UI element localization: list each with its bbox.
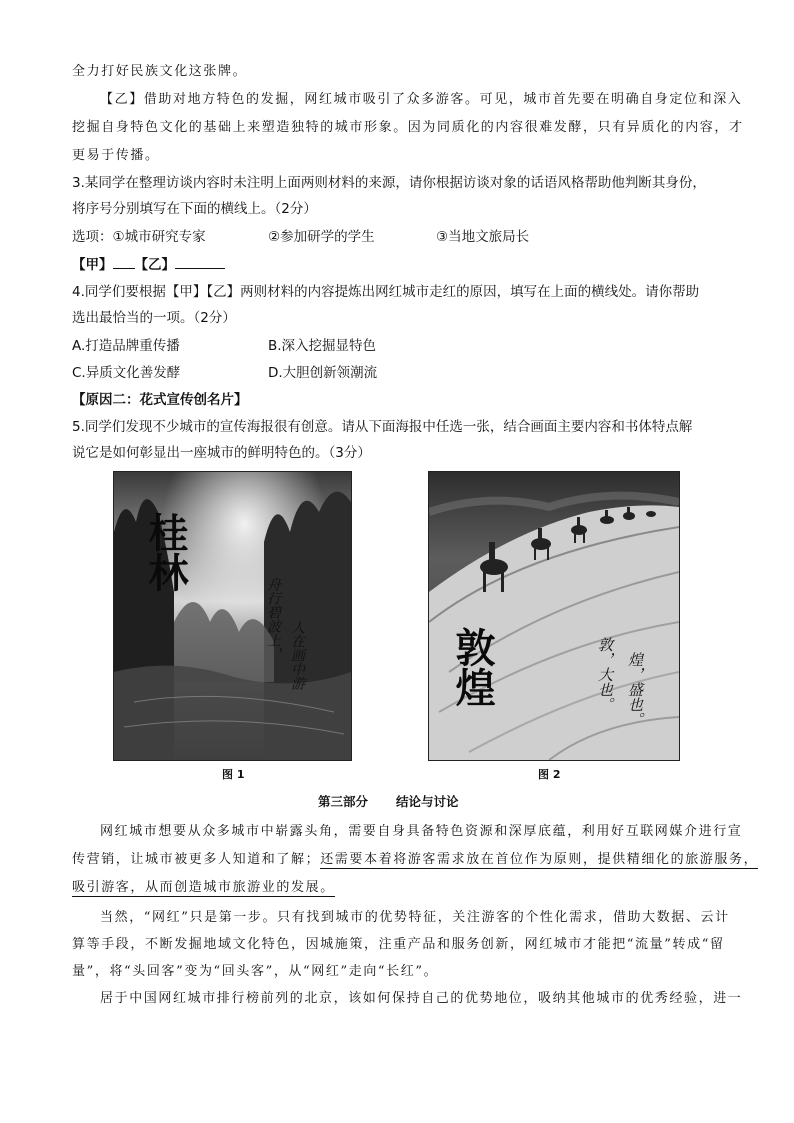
answer-label-yi: 【乙】	[134, 257, 175, 273]
guilin-title-char: 林	[142, 552, 189, 592]
poster-guilin-image	[113, 471, 352, 761]
guilin-poem-line-1: 舟行碧波上，	[265, 577, 281, 661]
text-line: 全力打好民族文化这张牌。	[72, 64, 248, 79]
paragraph-line	[72, 876, 335, 895]
section-heading-reason-2: 【原因二：花式宣传创名片】	[72, 392, 248, 408]
part-3-subtitle: 结论与讨论	[396, 794, 459, 809]
question-4-line1: 4.同学们要根据【甲】【乙】两则材料的内容提炼出网红城市走红的原因，填写在上面的横线处。请你帮助	[72, 284, 700, 300]
answer-label-jia: 【甲】	[72, 257, 113, 273]
paragraph-line: 网红城市想要从众多城市中崭露头角，需要自身具备特色资源和深厚底蕴，利用好互联网媒介进行宣	[100, 824, 743, 839]
choice-b: B.深入挖掘显特色	[268, 338, 377, 354]
question-3-answer-row	[72, 253, 225, 273]
paragraph-text: 传营销，让城市被更多人知道和了解；	[72, 852, 321, 867]
dunhuang-poem-line-1: 敦，大也。	[596, 637, 614, 712]
dunhuang-title-char: 敦	[449, 627, 496, 667]
question-4-line2: 选出最恰当的一项。（2分）	[72, 310, 236, 326]
question-3-option-2: ②参加研学的学生	[268, 229, 375, 245]
text-line: 更易于传播。	[72, 148, 160, 163]
guilin-title	[142, 512, 188, 592]
dunhuang-poem-line-2: 煌，盛也。	[626, 652, 644, 727]
paragraph-line: 量”，将“头回客”变为“回头客”，从“网红”走向“长红”。	[72, 964, 439, 979]
question-3-option-1: 选项：①城市研究专家	[72, 229, 206, 245]
underlined-text: 还需要本着将游客需求放在首位作为原则，提供精细化的旅游服务，	[320, 852, 759, 867]
dunhuang-title-char: 煌	[449, 667, 496, 707]
answer-blank-yi[interactable]	[175, 256, 225, 269]
paragraph-line: 居于中国网红城市排行榜前列的北京，该如何保持自己的优势地位，吸纳其他城市的优秀经验，进一	[100, 991, 743, 1006]
question-5-line2: 说它是如何彰显出一座城市的鲜明特色的。（3分）	[72, 445, 371, 461]
text-line: 挖掘自身特色文化的基础上来塑造独特的城市形象。因为同质化的内容很难发酵，只有异质化的内容，才	[72, 120, 744, 135]
dunhuang-title	[449, 627, 495, 707]
choice-c: C.异质文化善发酵	[72, 365, 181, 381]
answer-blank-jia[interactable]	[113, 256, 135, 269]
question-3-line2: 将序号分别填写在下面的横线上。（2分）	[72, 201, 317, 217]
paragraph-line	[72, 848, 758, 867]
paragraph-line: 算等手段，不断发掘地域文化特色，因城施策，注重产品和服务创新，网红城市才能把“流量”转成“留	[72, 937, 725, 952]
figure-2-caption: 图 2	[538, 768, 561, 781]
question-3-line1: 3.某同学在整理访谈内容时未注明上面两则材料的来源，请你根据访谈对象的话语风格帮助他判断其身份，	[72, 175, 706, 191]
choice-d: D.大胆创新领潮流	[268, 365, 378, 381]
part-3-heading	[318, 792, 459, 810]
poster-dunhuang-image	[428, 471, 680, 761]
choice-a: A.打造品牌重传播	[72, 338, 180, 354]
part-3-title: 第三部分	[318, 794, 369, 809]
guilin-poem-line-2: 人在画中游	[289, 620, 305, 690]
question-5-line1: 5.同学们发现不少城市的宣传海报很有创意。请从下面海报中任选一张，结合画面主要内容和书体特点解	[72, 419, 693, 435]
underlined-text: 吸引游客，从而创造城市旅游业的发展。	[72, 880, 335, 895]
guilin-title-char: 桂	[142, 512, 189, 552]
figure-1-caption: 图 1	[222, 768, 245, 781]
question-3-option-3: ③当地文旅局长	[436, 229, 530, 245]
text-line: 【乙】借助对地方特色的发掘，网红城市吸引了众多游客。可见，城市首先要在明确自身定位和深入	[100, 92, 743, 107]
paragraph-line: 当然，“网红”只是第一步。只有找到城市的优势特征，关注游客的个性化需求，借助大数据、云计	[100, 910, 730, 925]
